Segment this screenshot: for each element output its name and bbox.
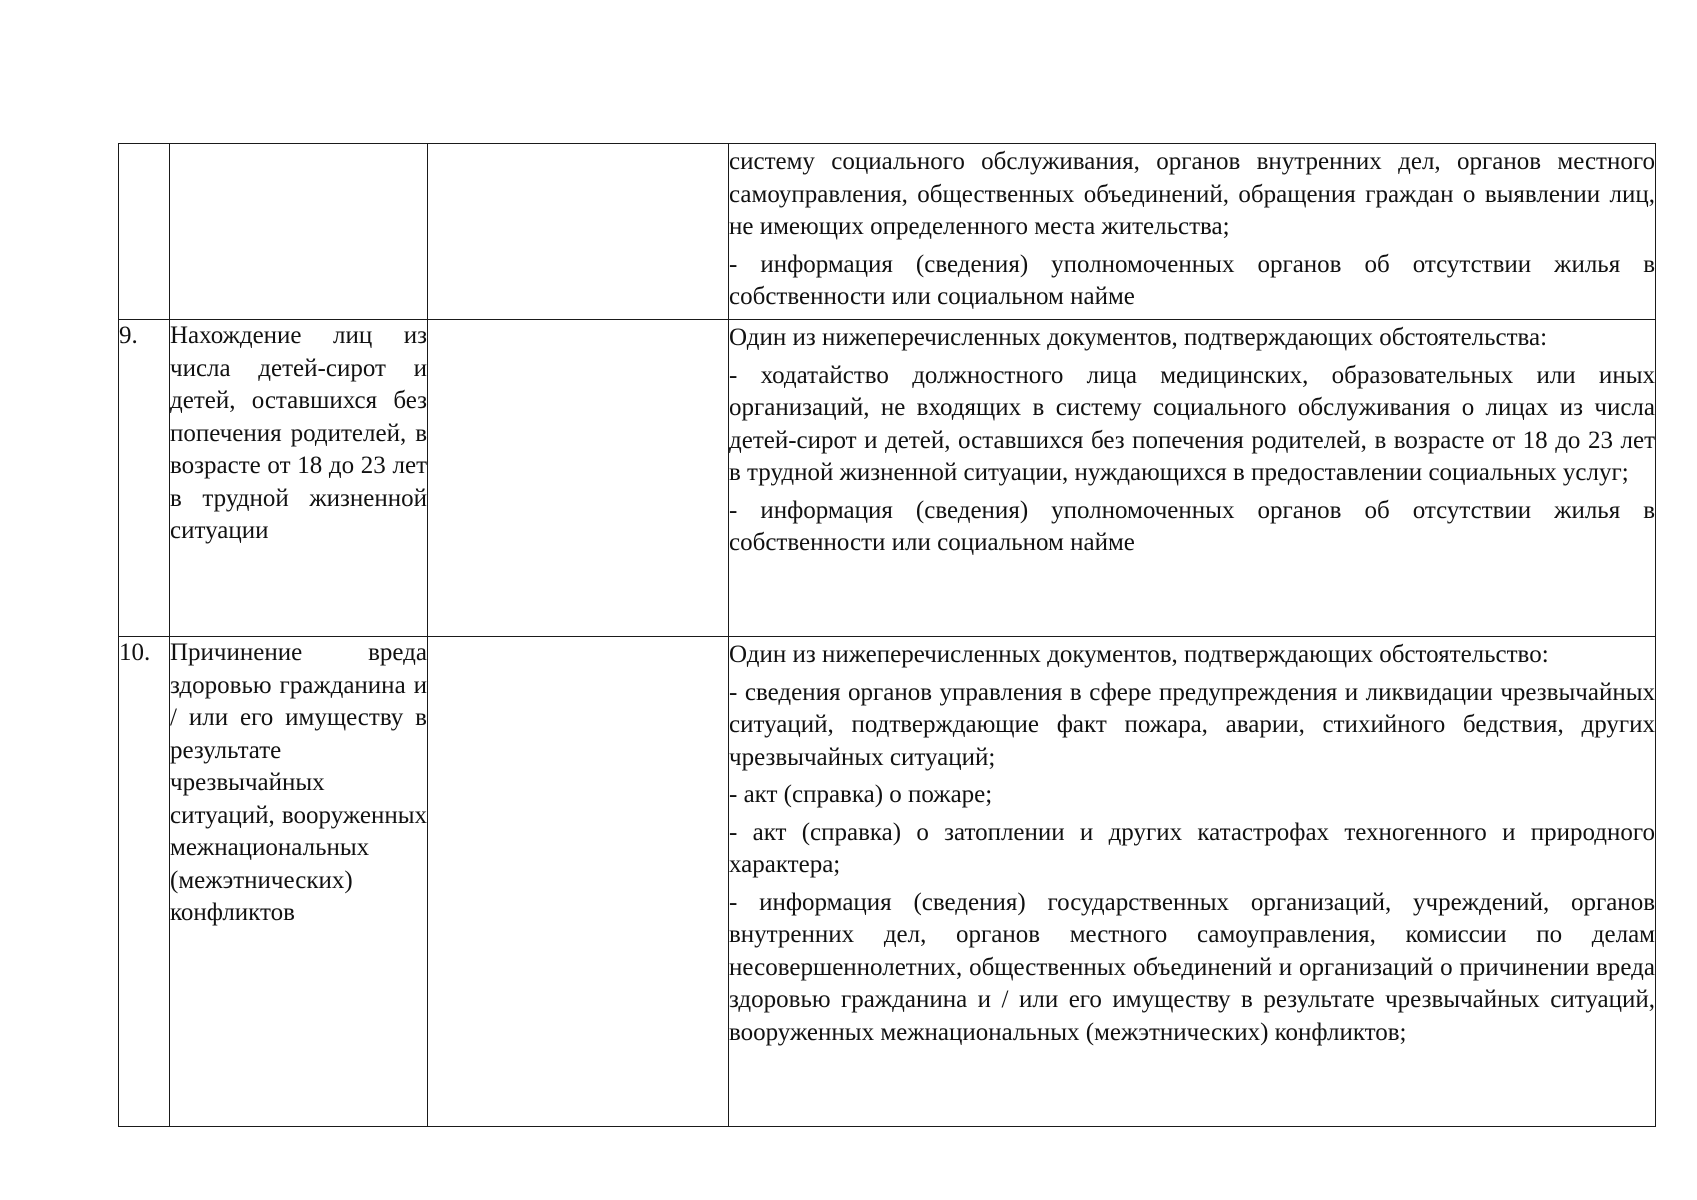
row-number-cell xyxy=(119,144,170,320)
row-number-cell xyxy=(119,320,170,637)
document-item: - сведения органов управления в сфере предупреждения и ликвидации чрезвычайных ситуаций, подтверждающие факт пожара, аварии, стихийного бедствия, других чрезвычайных ситуаций; xyxy=(729,678,1655,771)
document-item: - информация (сведения) государственных организаций, учреждений, органов внутренних дел, органов местного самоуправления, комиссии по делам несовершеннолетних, общественных объединений и организаций о причинении вреда здоровью гражданина и / или его имуществу в результате чрезвычайных ситуаций, вооруженных межнациональных (межэтнических) конфликтов; xyxy=(729,888,1655,1046)
empty-cell xyxy=(428,320,729,637)
category-cell xyxy=(170,320,428,637)
row-number: 10. xyxy=(119,639,151,666)
row-number-cell xyxy=(119,637,170,1127)
empty-cell xyxy=(428,144,729,320)
empty-cell xyxy=(428,637,729,1127)
document-item: систему социального обслуживания, органов внутренних дел, органов местного самоуправления, общественных объединений, обращения граждан о выявлении лиц, не имеющих определенного места жительства; xyxy=(729,148,1655,240)
document-item: Один из нижеперечисленных документов, подтверждающих обстоятельства: xyxy=(729,324,1548,351)
document-item: - информация (сведения) уполномоченных органов об отсутствии жилья в собственности или социальном найме xyxy=(729,496,1655,556)
document-item: - информация (сведения) уполномоченных органов об отсутствии жилья в собственности или социальном найме xyxy=(729,250,1655,310)
documents-table xyxy=(118,143,1656,1127)
category-text: Причинение вреда здоровью гражданина и / или его имуществу в результате чрезвычайных ситуаций, вооруженных межнациональных (межэтнических) конфликтов xyxy=(170,639,427,926)
table-row xyxy=(119,144,1656,320)
documents-cell xyxy=(729,637,1656,1127)
documents-cell xyxy=(729,144,1656,320)
table-row xyxy=(119,637,1656,1127)
document-item: Один из нижеперечисленных документов, подтверждающих обстоятельство: xyxy=(729,641,1549,668)
category-cell xyxy=(170,637,428,1127)
category-cell xyxy=(170,144,428,320)
document-item: - акт (справка) о затоплении и других катастрофах техногенного и природного характера; xyxy=(729,818,1655,878)
document-item: - акт (справка) о пожаре; xyxy=(729,781,993,808)
table-row xyxy=(119,320,1656,637)
documents-cell xyxy=(729,320,1656,637)
row-number: 9. xyxy=(119,322,138,349)
category-text: Нахождение лиц из числа детей-сирот и детей, оставшихся без попечения родителей, в возрасте от 18 до 23 лет в трудной жизненной ситуации xyxy=(170,322,427,544)
document-item: - ходатайство должностного лица медицинских, образовательных или иных организаций, не входящих в систему социального обслуживания о лицах из числа детей-сирот и детей, оставшихся без попечения родителей, в возрасте от 18 до 23 лет в трудной жизненной ситуации, нуждающихся в предоставлении социальных услуг; xyxy=(729,361,1655,486)
